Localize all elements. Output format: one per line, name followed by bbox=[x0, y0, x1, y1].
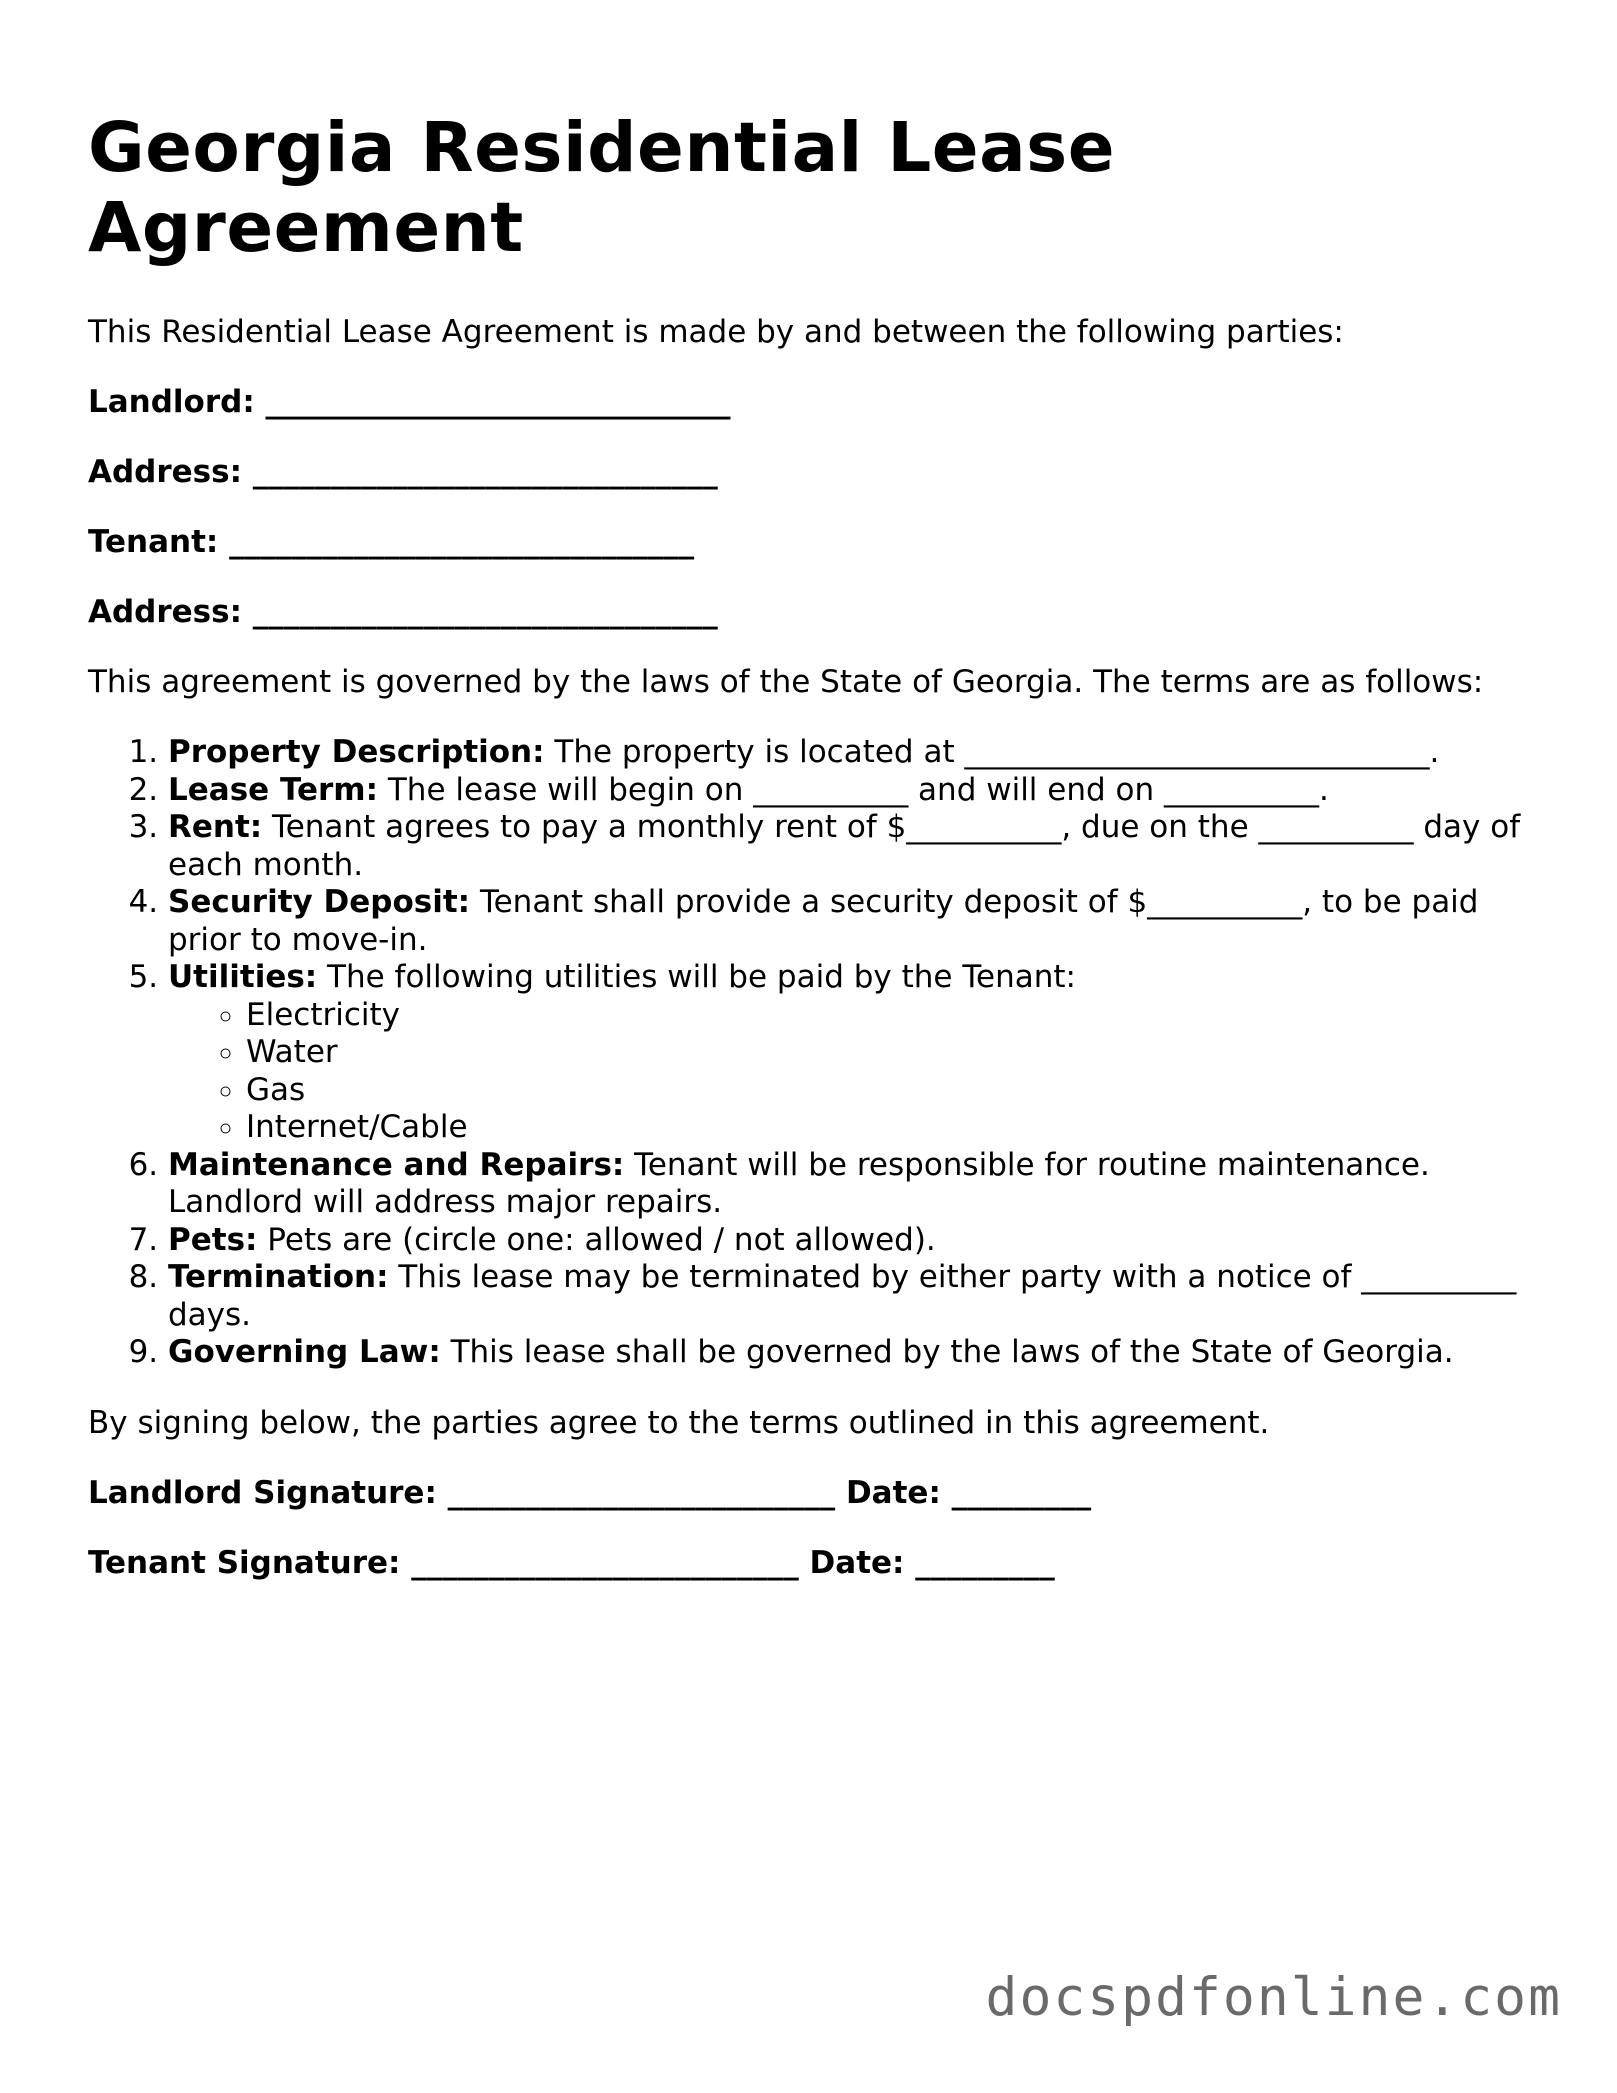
term-text: Pets are (circle one: allowed / not allowed). bbox=[267, 1221, 936, 1258]
intro-paragraph: This Residential Lease Agreement is made by and between the following parties: bbox=[88, 314, 1344, 350]
date-blank: _________ bbox=[951, 1474, 1092, 1511]
field-blank: ______________________________ bbox=[252, 454, 718, 490]
signature-label: Tenant Signature: bbox=[88, 1544, 401, 1581]
date-label: Date: bbox=[809, 1544, 905, 1581]
term-item bbox=[168, 809, 1528, 884]
watermark-text: docspdfonline.com bbox=[985, 1967, 1562, 2028]
term-heading: Property Description: bbox=[168, 734, 545, 770]
term-text: This lease may be terminated by either party with a notice of __________ days. bbox=[168, 1259, 1517, 1333]
term-text: The lease will begin on __________ and will end on __________. bbox=[387, 771, 1329, 808]
terms-list bbox=[88, 734, 1528, 1372]
term-item bbox=[168, 1259, 1528, 1334]
term-item bbox=[168, 1334, 1528, 1372]
term-text: Tenant agrees to pay a monthly rent of $__________, due on the __________ day of each month. bbox=[168, 809, 1521, 883]
term-text: The following utilities will be paid by the Tenant: bbox=[327, 959, 1076, 995]
tenant-address-field bbox=[88, 594, 1528, 631]
field-label: Tenant: bbox=[88, 524, 219, 560]
term-heading: Termination: bbox=[168, 1259, 389, 1295]
document-title: Georgia Residential Lease Agreement bbox=[88, 108, 1116, 268]
field-label: Address: bbox=[88, 454, 242, 490]
term-item bbox=[168, 734, 1528, 772]
field-blank: ______________________________ bbox=[252, 594, 718, 630]
date-label: Date: bbox=[845, 1474, 941, 1511]
term-item bbox=[168, 772, 1528, 810]
term-heading: Maintenance and Repairs: bbox=[168, 1146, 625, 1183]
tenant-field bbox=[88, 524, 1528, 561]
field-blank: ______________________________ bbox=[229, 524, 695, 560]
term-item bbox=[168, 959, 1528, 1147]
term-text: The property is located at ______________________________. bbox=[554, 734, 1440, 770]
governing-intro-paragraph: This agreement is governed by the laws of the State of Georgia. The terms are as follows: bbox=[88, 664, 1484, 700]
term-heading: Rent: bbox=[168, 809, 263, 845]
term-heading: Lease Term: bbox=[168, 771, 379, 808]
field-blank: ______________________________ bbox=[265, 384, 731, 420]
field-label: Landlord: bbox=[88, 384, 255, 420]
term-item bbox=[168, 1147, 1528, 1222]
term-text: This lease shall be governed by the laws of the State of Georgia. bbox=[450, 1334, 1454, 1370]
term-heading: Governing Law: bbox=[168, 1334, 441, 1370]
term-item bbox=[168, 884, 1528, 959]
utility-item: ◦ Electricity bbox=[246, 997, 1528, 1035]
closing-paragraph: By signing below, the parties agree to the terms outlined in this agreement. bbox=[88, 1404, 1270, 1441]
term-heading: Pets: bbox=[168, 1221, 258, 1258]
landlord-address-field bbox=[88, 454, 1528, 491]
utility-item: ◦ Internet/Cable bbox=[246, 1109, 1528, 1147]
landlord-signature-line bbox=[88, 1475, 1528, 1512]
term-item bbox=[168, 1222, 1528, 1260]
date-blank: _________ bbox=[915, 1544, 1055, 1581]
signature-blank: _________________________ bbox=[411, 1544, 799, 1581]
utility-item: ◦ Water bbox=[246, 1034, 1528, 1072]
term-text: Tenant shall provide a security deposit of $__________, to be paid prior to move-in. bbox=[168, 884, 1479, 958]
signature-label: Landlord Signature: bbox=[88, 1474, 437, 1511]
field-label: Address: bbox=[88, 594, 242, 630]
landlord-field bbox=[88, 384, 1528, 421]
document-page bbox=[88, 108, 1528, 1615]
utilities-list bbox=[168, 997, 1528, 1147]
term-heading: Security Deposit: bbox=[168, 884, 471, 920]
term-text: Tenant will be responsible for routine maintenance. Landlord will address major repairs. bbox=[168, 1146, 1430, 1220]
utility-item: ◦ Gas bbox=[246, 1072, 1528, 1110]
term-heading: Utilities: bbox=[168, 959, 318, 995]
tenant-signature-line bbox=[88, 1545, 1528, 1582]
signature-blank: _________________________ bbox=[447, 1474, 836, 1511]
